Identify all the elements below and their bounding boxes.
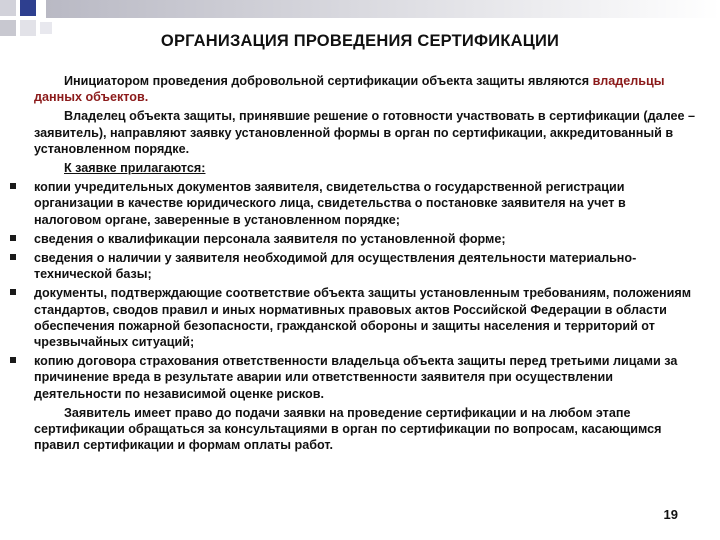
- intro-text: Инициатором проведения добровольной сертификации объекта защиты являются: [64, 74, 593, 88]
- owner-paragraph: Владелец объекта защиты, принявшие решение о готовности участвовать в сертификации (далее – заявитель), направляют заявку установленной формы в орган по сертификации, аккредитованный в установленном порядке.: [34, 109, 695, 156]
- page-title: ОРГАНИЗАЦИЯ ПРОВЕДЕНИЯ СЕРТИФИКАЦИИ: [160, 32, 560, 50]
- attachment-item: копию договора страхования ответственности владельца объекта защиты перед третьими лицами за причинение вреда в результате аварии или ответственности заявителя при осуществлении деятельности по независимой оценке рисков.: [34, 353, 696, 402]
- attachment-item: сведения о квалификации персонала заявителя по установленной форме;: [34, 231, 696, 247]
- intro-paragraph: [34, 73, 696, 105]
- attachment-item: сведения о наличии у заявителя необходимой для осуществления деятельности материально-технической базы;: [34, 250, 696, 282]
- page-number: 19: [663, 507, 678, 522]
- closing-paragraph: Заявитель имеет право до подачи заявки на проведение сертификации и на любом этапе сертификации обращаться за консультациями в орган по сертификации по вопросам, касающимся правил сертификации и формам оплаты работ.: [34, 405, 662, 453]
- attachments-heading: К заявке прилагаются:: [64, 161, 206, 176]
- intro-highlight: владельцы данных объектов.: [34, 74, 665, 105]
- attachment-item: документы, подтверждающие соответствие объекта защиты установленным требованиям, положениям стандартов, сводов правил и иных нормативных правовых актов Российской Федерации в области обеспечения пожарной безопасности, гражданской обороны и защиты населения и территорий от чрезвычайных ситуаций;: [34, 285, 696, 350]
- attachment-item: копии учредительных документов заявителя, свидетельства о государственной регистрации организации в качестве юридического лица, свидетельства о постановке заявителя на учет в налоговом органе, заверенные в установленном порядке;: [34, 179, 696, 228]
- slide-content: [34, 73, 696, 456]
